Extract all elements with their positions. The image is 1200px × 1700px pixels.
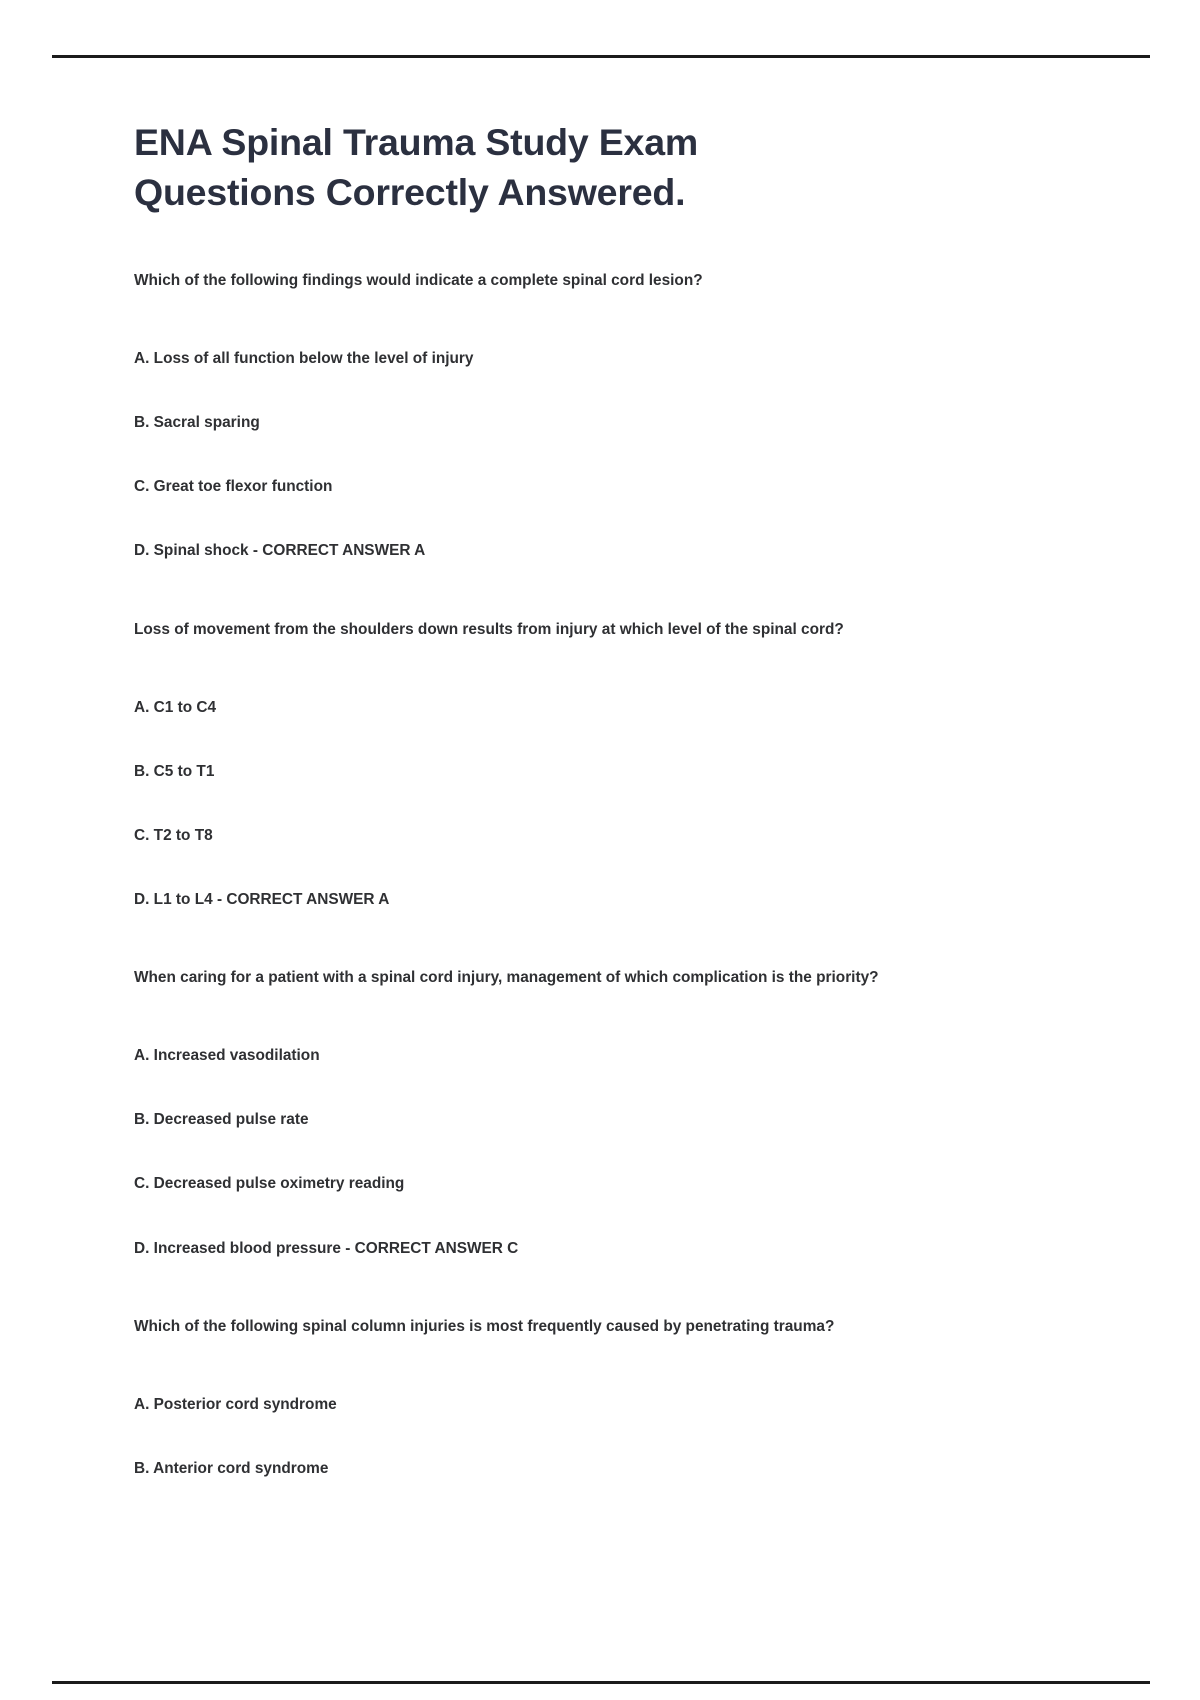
question-prompt: When caring for a patient with a spinal cord injury, management of which complication is the priority?	[134, 969, 879, 987]
question-option: A. Increased vasodilation	[134, 1047, 320, 1065]
question-prompt: Which of the following spinal column injuries is most frequently caused by penetrating trauma?	[134, 1317, 835, 1335]
question-block-3	[134, 966, 1074, 1260]
question-prompt: Which of the following findings would indicate a complete spinal cord lesion?	[134, 272, 703, 289]
question-block-2	[134, 618, 1074, 912]
document-content	[134, 118, 1074, 1480]
question-option: B. Anterior cord syndrome	[134, 1459, 329, 1477]
question-option: C. T2 to T8	[134, 826, 213, 844]
question-option: C. Decreased pulse oximetry reading	[134, 1175, 405, 1193]
footer-rule	[52, 1681, 1150, 1684]
question-option-answer: D. Spinal shock - CORRECT ANSWER A	[134, 542, 426, 560]
question-option: A. C1 to C4	[134, 698, 217, 716]
question-option: A. Posterior cord syndrome	[134, 1395, 337, 1413]
question-option: B. Sacral sparing	[134, 414, 260, 432]
question-option-answer: D. L1 to L4 - CORRECT ANSWER A	[134, 890, 390, 908]
question-option: B. Decreased pulse rate	[134, 1111, 309, 1129]
question-option: A. Loss of all function below the level of injury	[134, 350, 474, 368]
question-block-1	[134, 269, 1074, 563]
question-option: C. Great toe flexor function	[134, 478, 333, 496]
question-block-4	[134, 1315, 1074, 1480]
question-prompt: Loss of movement from the shoulders down results from injury at which level of the spinal cord?	[134, 620, 844, 638]
question-option-answer: D. Increased blood pressure - CORRECT ANSWER C	[134, 1239, 519, 1257]
header-rule	[52, 55, 1150, 58]
page-title: ENA Spinal Trauma Study Exam Questions Correctly Answered.	[134, 121, 699, 213]
question-option: B. C5 to T1	[134, 762, 215, 780]
